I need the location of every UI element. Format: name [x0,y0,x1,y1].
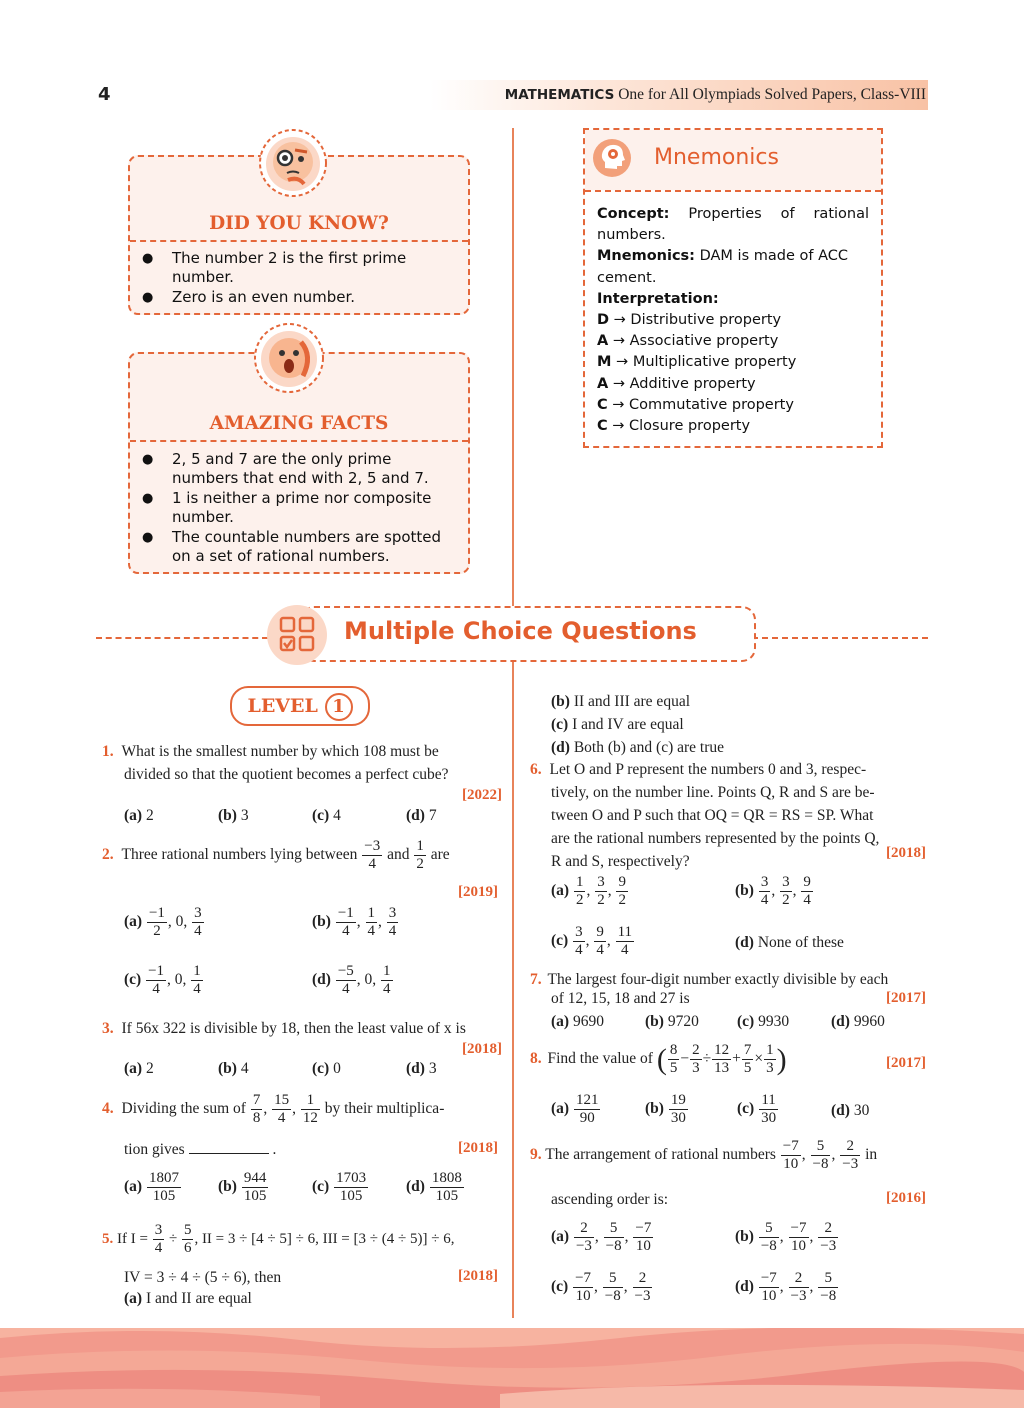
interpretation-label: Interpretation: [597,290,719,307]
option-c[interactable]: (c) 4 [312,807,341,824]
arrow-icon: → [612,396,625,413]
mnemonic-letter: C [597,418,608,435]
did-you-know-list [142,249,462,308]
mnemonic-label: Mnemonics: [597,248,695,265]
question-text: , II = 3 ÷ [4 ÷ 5] ÷ 6, III = [3 ÷ (4 ÷ 5)] ÷ 6, [194,1230,455,1247]
mcq-title: Multiple Choice Questions [344,617,697,645]
option-a[interactable]: (a) I and II are equal [124,1290,252,1307]
option-c[interactable]: (c) $\frac{-7}{10}$ , $\frac{5}{-8}$ , $\frac{2}{-3}$ [551,1270,651,1304]
mnemonic-meaning: Additive property [629,375,756,392]
mnemonic-item [597,374,869,395]
thinking-face-icon [258,128,328,198]
did-you-know-title: DID YOU KNOW? [209,213,389,234]
arrow-icon: → [616,354,629,371]
mnemonic-item [597,352,869,373]
option-c[interactable]: (c) 0 [312,1060,341,1077]
question-year: [2017] [886,990,926,1006]
fraction: $\frac{2}{-3}$ [842,1138,859,1172]
question-number: 1. [102,743,114,760]
option-b[interactable]: (b) 9720 [645,1013,699,1030]
question-number: 4. [102,1100,114,1118]
option-d[interactable]: (d) $\frac{1808}{105}$ [406,1170,462,1204]
option-d[interactable]: (d) $\frac{-5}{4}$ , 0, $\frac{1}{4}$ [312,963,391,997]
amazing-facts-point: ● 2, 5 and 7 are the only prime numbers that end with 2, 5 and 7. [142,450,460,488]
question-text: tween O and P such that OQ = QR = RS = SP. What [551,807,874,824]
fraction: $\frac{1}{2}$ [416,838,424,872]
level-badge [230,686,370,726]
option-b[interactable]: (b) $\frac{19}{30}$ [645,1092,686,1126]
option-d[interactable]: (d) 3 [406,1060,437,1077]
question-5: 5. If I = $\frac{3}{4}$ ÷ $\frac{5}{6}$ , II = 3 ÷ [4 ÷ 5] ÷ 6, III = [3 ÷ (4 ÷ 5)] ÷ 6, [102,1222,455,1256]
option-a[interactable]: (a) $\frac{2}{-3}$ , $\frac{5}{-8}$ , $\frac{-7}{10}$ [551,1220,652,1254]
concept-line [597,204,869,246]
question-text: in [865,1146,878,1164]
page-number: 4 [98,84,111,105]
did-you-know-point: ● The number 2 is the first prime number. [142,249,462,287]
level-label: LEVEL [247,695,318,717]
question-6 [530,758,930,873]
question-text: divided so that the quotient becomes a perfect cube? [124,766,449,783]
mnemonic-meaning: Associative property [629,333,779,350]
arrow-icon: → [613,312,626,329]
right-paren: ) [776,1043,787,1076]
question-number: 2. [102,846,114,864]
arrow-icon: → [612,375,625,392]
question-number: 5. [102,1230,114,1247]
running-header [505,86,926,104]
q8-options [551,1092,931,1132]
mnemonic-text: DAM is made of ACC cement. [597,248,848,286]
option-d[interactable]: (d) 7 [406,807,437,824]
question-5-cont [124,1266,504,1289]
option-a[interactable]: (a) $\frac{1807}{105}$ [124,1170,179,1204]
q4-options [124,1170,504,1210]
footer-wave-decoration [0,1328,1024,1408]
mnemonic-line [597,246,869,288]
fraction: $\frac{-7}{10}$ [782,1138,799,1172]
option-a[interactable]: (a) $\frac{1}{2}$ , $\frac{3}{2}$ , $\frac{9}{2}$ [551,874,626,908]
question-year: [2019] [458,884,498,900]
q5-options-cont [551,690,931,759]
question-text: The arrangement of rational numbers [545,1146,776,1164]
question-text: If I = [117,1230,148,1247]
option-b[interactable]: (b) $\frac{5}{-8}$ , $\frac{-7}{10}$ , $\frac{2}{-3}$ [735,1220,837,1254]
amazing-facts-point: ● 1 is neither a prime nor composite number. [142,489,460,527]
question-text: If 56x 322 is divisible by 18, then the least value of x is [121,1020,466,1037]
question-text: are [430,846,450,864]
level-number: 1 [325,693,353,721]
concept-text: Properties of rational numbers. [597,206,870,244]
column-divider [512,128,514,1318]
mcq-grid-icon [266,604,328,666]
question-number: 9. [530,1146,542,1164]
question-number: 6. [530,761,542,778]
option-a[interactable]: (a) 9690 [551,1013,604,1030]
option-d[interactable]: (d) 30 [831,1102,870,1119]
question-text: R and S, respectively? [551,853,690,870]
question-year: [2018] [886,845,926,861]
mnemonics-content [597,204,869,437]
question-text: Three rational numbers lying between [121,846,358,864]
option-c[interactable]: (c) $\frac{1703}{105}$ [312,1170,367,1204]
q2-options [124,905,504,1005]
option-d[interactable]: (d) $\frac{-7}{10}$ , $\frac{2}{-3}$ , $\frac{5}{-8}$ [735,1270,837,1304]
question-text: ascending order is: [551,1191,669,1208]
question-number: 8. [530,1050,542,1068]
mnemonic-item [597,310,869,331]
header-subject: MATHEMATICS [504,87,615,103]
option-b[interactable]: (b) 4 [218,1060,249,1077]
question-number: 7. [530,971,542,988]
fraction: $\frac{7}{8}$ [252,1092,261,1126]
option-b[interactable]: (b) $\frac{3}{4}$ , $\frac{3}{2}$ , $\frac{9}{4}$ [735,874,811,908]
question-1 [102,740,502,804]
mnemonic-letter: M [597,354,612,371]
fraction: $\frac{3}{4}$ [154,1222,163,1256]
question-text: tively, on the number line. Points Q, R and S are be- [551,784,875,801]
question-text: Let O and P represent the numbers 0 and 3, respec- [549,761,867,778]
question-year: [2016] [886,1190,926,1206]
question-year: [2018] [458,1140,498,1156]
option-a[interactable]: (a) 2 [124,1060,154,1077]
option-c[interactable]: (c) $\frac{11}{30}$ [737,1092,777,1126]
mnemonic-meaning: Commutative property [629,396,794,413]
mnemonic-letter: A [597,333,609,350]
fraction: $\frac{15}{4}$ [274,1092,290,1126]
question-7 [530,970,930,1008]
question-8: 8. Find the value of ( $\frac{8}{5}$ − $\frac{2}{3}$ ÷ $\frac{12}{13}$ + $\frac{7}{5}$ × $\frac{1}{3}$ ) [530,1042,787,1076]
brain-head-icon [592,138,632,178]
question-text: and [387,846,410,864]
option-c[interactable]: (c) I and IV are equal [551,716,684,733]
mcq-left-rule [96,637,268,639]
question-4-cont: tion gives . [124,1141,277,1158]
header-book-title: One for All Olympiads Solved Papers, Class-VIII [618,86,926,103]
option-b[interactable]: (b) $\frac{944}{105}$ [218,1170,267,1204]
mnemonic-letter: C [597,396,608,413]
option-c[interactable]: (c) 9930 [737,1013,790,1030]
arrow-icon: → [612,418,625,435]
surprised-face-icon [253,322,325,394]
did-you-know-point: ● Zero is an even number. [142,288,462,307]
option-b[interactable]: (b) II and III are equal [551,693,691,710]
option-b[interactable]: (b) 3 [218,807,249,824]
fraction: $\frac{-3}{4}$ [364,838,381,872]
question-text: The largest four-digit number exactly divisible by each [547,971,889,988]
question-text: are the rational numbers represented by the points Q, [551,830,880,847]
question-text: tion gives [124,1141,185,1158]
question-text: IV = 3 ÷ 4 ÷ (5 ÷ 6), then [124,1269,282,1286]
mnemonic-meaning: Closure property [629,418,751,435]
arrow-icon: → [612,333,625,350]
option-d[interactable]: (d) None of these [735,934,844,951]
amazing-facts-point: ● The countable numbers are spotted on a set of rational numbers. [142,528,460,566]
mnemonic-letter: D [597,312,610,329]
amazing-facts-divider [130,440,468,442]
amazing-facts-list [142,450,460,567]
mnemonic-letter: A [597,375,609,392]
option-a[interactable]: (a) $\frac{-1}{2}$ , 0, $\frac{3}{4}$ [124,905,202,939]
mnemonic-item [597,416,869,437]
did-you-know-divider [130,240,468,242]
question-year: [2018] [458,1268,498,1284]
left-paren: ( [656,1043,667,1076]
amazing-facts-title: AMAZING FACTS [209,413,389,434]
mcq-right-rule [752,637,928,639]
option-c[interactable]: (c) $\frac{3}{4}$ , $\frac{9}{4}$ , $\frac{11}{4}$ [551,924,633,958]
mnemonic-meaning: Multiplicative property [632,354,797,371]
option-c[interactable]: (c) $\frac{-1}{4}$ , 0, $\frac{1}{4}$ [124,963,201,997]
question-3 [102,1017,502,1058]
option-a[interactable]: (a) 2 [124,807,154,824]
question-text: by their multiplica- [324,1100,445,1118]
question-number: 3. [102,1020,114,1037]
question-4: 4. Dividing the sum of $\frac{7}{8}$ , $\frac{15}{4}$ , $\frac{1}{12}$ by their multiplica- [102,1092,445,1126]
fraction: $\frac{1}{12}$ [302,1092,318,1126]
mnemonic-item [597,331,869,352]
question-text: of 12, 15, 18 and 27 is [551,990,690,1007]
question-year: [2017] [886,1055,926,1071]
question-year: [2022] [462,787,502,803]
option-d[interactable]: (d) 9960 [831,1013,885,1030]
fraction: $\frac{5}{6}$ [183,1222,192,1256]
fraction: $\frac{5}{-8}$ [812,1138,829,1172]
question-year: [2018] [462,1041,502,1057]
mnemonic-meaning: Distributive property [630,312,782,329]
question-text: Dividing the sum of [121,1100,246,1118]
mnemonics-title: Mnemonics [654,145,779,170]
question-9: 9. The arrangement of rational numbers $\frac{-7}{10}$ , $\frac{5}{-8}$ , $\frac{2}{-3}$ in [530,1138,878,1172]
answer-blank [189,1153,269,1154]
question-2 [102,838,502,873]
q9-options [551,1220,931,1315]
concept-label: Concept: [597,206,670,222]
option-d[interactable]: (d) Both (b) and (c) are true [551,739,725,756]
mnemonic-item [597,395,869,416]
question-text: Find the value of [547,1050,653,1068]
question-text: What is the smallest number by which 108 must be [121,743,439,760]
mnemonics-divider [585,190,881,192]
q6-options [551,874,931,964]
option-a[interactable]: (a) $\frac{121}{90}$ [551,1092,599,1126]
question-9-cont [551,1188,929,1211]
option-b[interactable]: (b) $\frac{-1}{4}$ , $\frac{1}{4}$ , $\frac{3}{4}$ [312,905,397,939]
